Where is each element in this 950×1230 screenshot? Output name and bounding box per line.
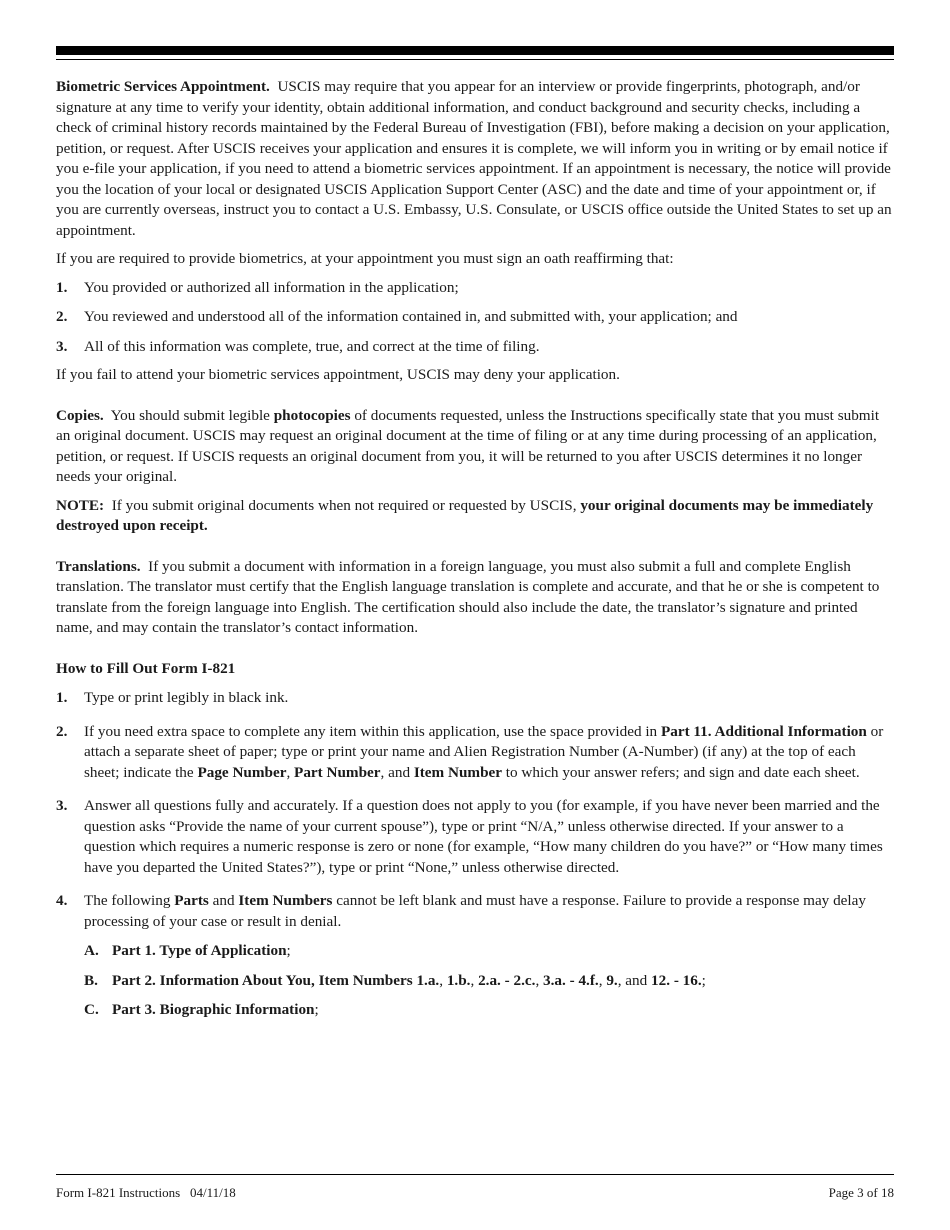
item-bold-part: Part 11. Additional Information	[660, 722, 867, 740]
sub-item-bold: Part 1. Type of Application	[112, 942, 287, 959]
item-text: Answer all questions fully and accurately. If a question does not apply to you (for example, if you have never been married and the question asks “Provide the name of your current spouse”), type or print “N/A,” unless otherwise directed. If your answer to a question which requires a numeric response is zero or none (for example, “How many children do you have?” or “How many times have you departed the United States?”), type or print “None,” unless otherwise directed.	[84, 797, 883, 876]
sub-item-bold: Part 2. Information About You, Item Numbers 1.a.	[112, 971, 440, 989]
sub-item-bold: 9.	[606, 971, 618, 989]
sub-item-letter: B.	[84, 971, 98, 989]
sub-item-tail: ;	[701, 971, 706, 989]
section-heading: How to Fill Out Form I-821	[56, 659, 236, 677]
sub-item-sep: ,	[598, 971, 603, 989]
footer-form-id: Form I-821 Instructions 04/11/18	[56, 1185, 236, 1200]
sub-item-sep: , and	[617, 971, 648, 989]
copies-title: Copies.	[56, 406, 104, 424]
oath-intro: If you are required to provide biometrics, at your appointment you must sign an oath reaffirming that:	[56, 250, 674, 267]
note-label: NOTE:	[56, 496, 105, 514]
sub-item-sep: ,	[535, 971, 540, 989]
item-text-part: , and	[380, 763, 411, 781]
item-text-part: and	[212, 892, 235, 909]
footer-page-number: Page 3 of 18	[828, 1185, 894, 1200]
sub-item-tail: ;	[286, 942, 291, 959]
sub-item-text	[112, 941, 291, 962]
fail-notice: If you fail to attend your biometric services appointment, USCIS may deny your application.	[56, 366, 620, 383]
translations-title: Translations.	[56, 557, 141, 575]
sub-item-text	[112, 1000, 319, 1021]
item-text-part: The following	[84, 892, 171, 909]
item-bold-part: Page Number	[197, 763, 287, 781]
item-text-part: cannot be left blank and must have a response. Failure to provide a response may delay processing of your case or result in denial.	[84, 892, 866, 930]
item-text-part: to which your answer refers; and sign and date each sheet.	[505, 763, 860, 781]
footer-rule	[56, 1174, 894, 1175]
sub-item-bold: 1.b.	[446, 971, 471, 989]
sub-list-item	[84, 1000, 894, 1021]
list-item	[56, 278, 894, 299]
header-rule-thin	[56, 59, 894, 60]
item-text	[84, 722, 894, 784]
sub-item-sep: ,	[439, 971, 444, 989]
copies-body-bold: photocopies	[273, 406, 351, 424]
sub-item-bold: 3.a. - 4.f.	[543, 971, 599, 989]
sub-item-text	[112, 971, 706, 992]
list-item	[56, 337, 894, 358]
note-text: If you submit original documents when not required or requested by USCIS,	[111, 496, 577, 514]
item-number: 3.	[56, 337, 68, 355]
sub-item-letter: C.	[84, 1001, 99, 1018]
list-item	[56, 722, 894, 784]
copies-body-post: of documents requested, unless the Instructions specifically state that you must submit an original document. USCIS may request an original document at the time of filing or at any time during processing of an application, petition, or request. If USCIS requests an original document from you, it will be returned to you after USCIS determines it no longer needs your original.	[56, 406, 880, 485]
list-item	[56, 796, 894, 878]
item-text-part: If you need extra space to complete any item within this application, use the space provided in	[84, 722, 658, 740]
item-text: Type or print legibly in black ink.	[84, 689, 289, 706]
list-item	[56, 307, 894, 328]
list-item	[56, 891, 894, 932]
item-text	[84, 891, 894, 932]
item-bold-part: Item Numbers	[238, 892, 333, 909]
sub-item-tail: ;	[314, 1001, 319, 1018]
item-text-part: ,	[286, 763, 291, 781]
item-number: 1.	[56, 278, 68, 296]
page-content	[56, 77, 894, 1030]
biometrics-body: USCIS may require that you appear for an interview or provide fingerprints, photograph, and/or signature at any time to verify your identity, obtain additional information, and conduct background and security checks, including a check of criminal history records maintained by the Federal Bureau of Investigation (FBI), before making a decision on your application, petition, or request. After USCIS receives your application and ensures it is complete, we will inform you in writing or by email notice if you e-file your application, if you need to attend a biometric services appointment. If an appointment is necessary, the notice will provide you the location of your local or designated USCIS Application Support Center (ASC) and the date and time of your appointment or, if you are currently overseas, instruct you to contact a U.S. Embassy, U.S. Consulate, or USCIS office outside the United States to set up an appointment.	[56, 78, 892, 239]
translations-body: If you submit a document with information in a foreign language, you must also submit a full and complete English translation. The translator must certify that the English language translation is complete and accurate, and that he or she is competent to translate from the foreign language into English. The certification should also include the date, the translator’s signature and printed name, and may contain the translator’s contact information.	[56, 557, 880, 636]
item-number: 4.	[56, 892, 68, 909]
note-paragraph	[56, 496, 894, 537]
item-text: All of this information was complete, true, and correct at the time of filing.	[84, 337, 540, 355]
item-bold-part: Part Number	[294, 763, 381, 781]
sub-list-item	[84, 941, 894, 962]
item-number: 2.	[56, 722, 68, 740]
sub-item-letter: A.	[84, 942, 99, 959]
item-text: You provided or authorized all information in the application;	[84, 278, 459, 296]
sub-item-bold: 2.a. - 2.c.	[478, 971, 536, 989]
item-text: You reviewed and understood all of the information contained in, and submitted with, your application; and	[84, 308, 738, 325]
note-bold-text: your original documents may be immediately destroyed upon receipt.	[56, 496, 874, 534]
item-number: 3.	[56, 797, 68, 814]
item-text-part: or attach a separate sheet of paper; type or print your name and Alien Registration Number (A-Number) (if any) at the top of each sheet; indicate the	[84, 722, 884, 781]
biometrics-title: Biometric Services Appointment.	[56, 78, 270, 95]
sub-item-bold: Part 3. Biographic Information	[112, 1001, 315, 1018]
item-number: 2.	[56, 308, 68, 325]
sub-item-sep: ,	[470, 971, 475, 989]
biometrics-paragraph	[56, 77, 894, 241]
item-bold-part: Parts	[174, 892, 209, 909]
translations-paragraph	[56, 557, 894, 639]
header-rule-thick	[56, 46, 894, 55]
sub-list-item	[84, 971, 894, 992]
list-item	[56, 688, 894, 709]
item-bold-part: Item Number	[413, 763, 502, 781]
copies-paragraph	[56, 406, 894, 488]
sub-item-bold: 12. - 16.	[651, 971, 702, 989]
item-number: 1.	[56, 689, 68, 706]
copies-body-pre: You should submit legible	[110, 406, 270, 424]
